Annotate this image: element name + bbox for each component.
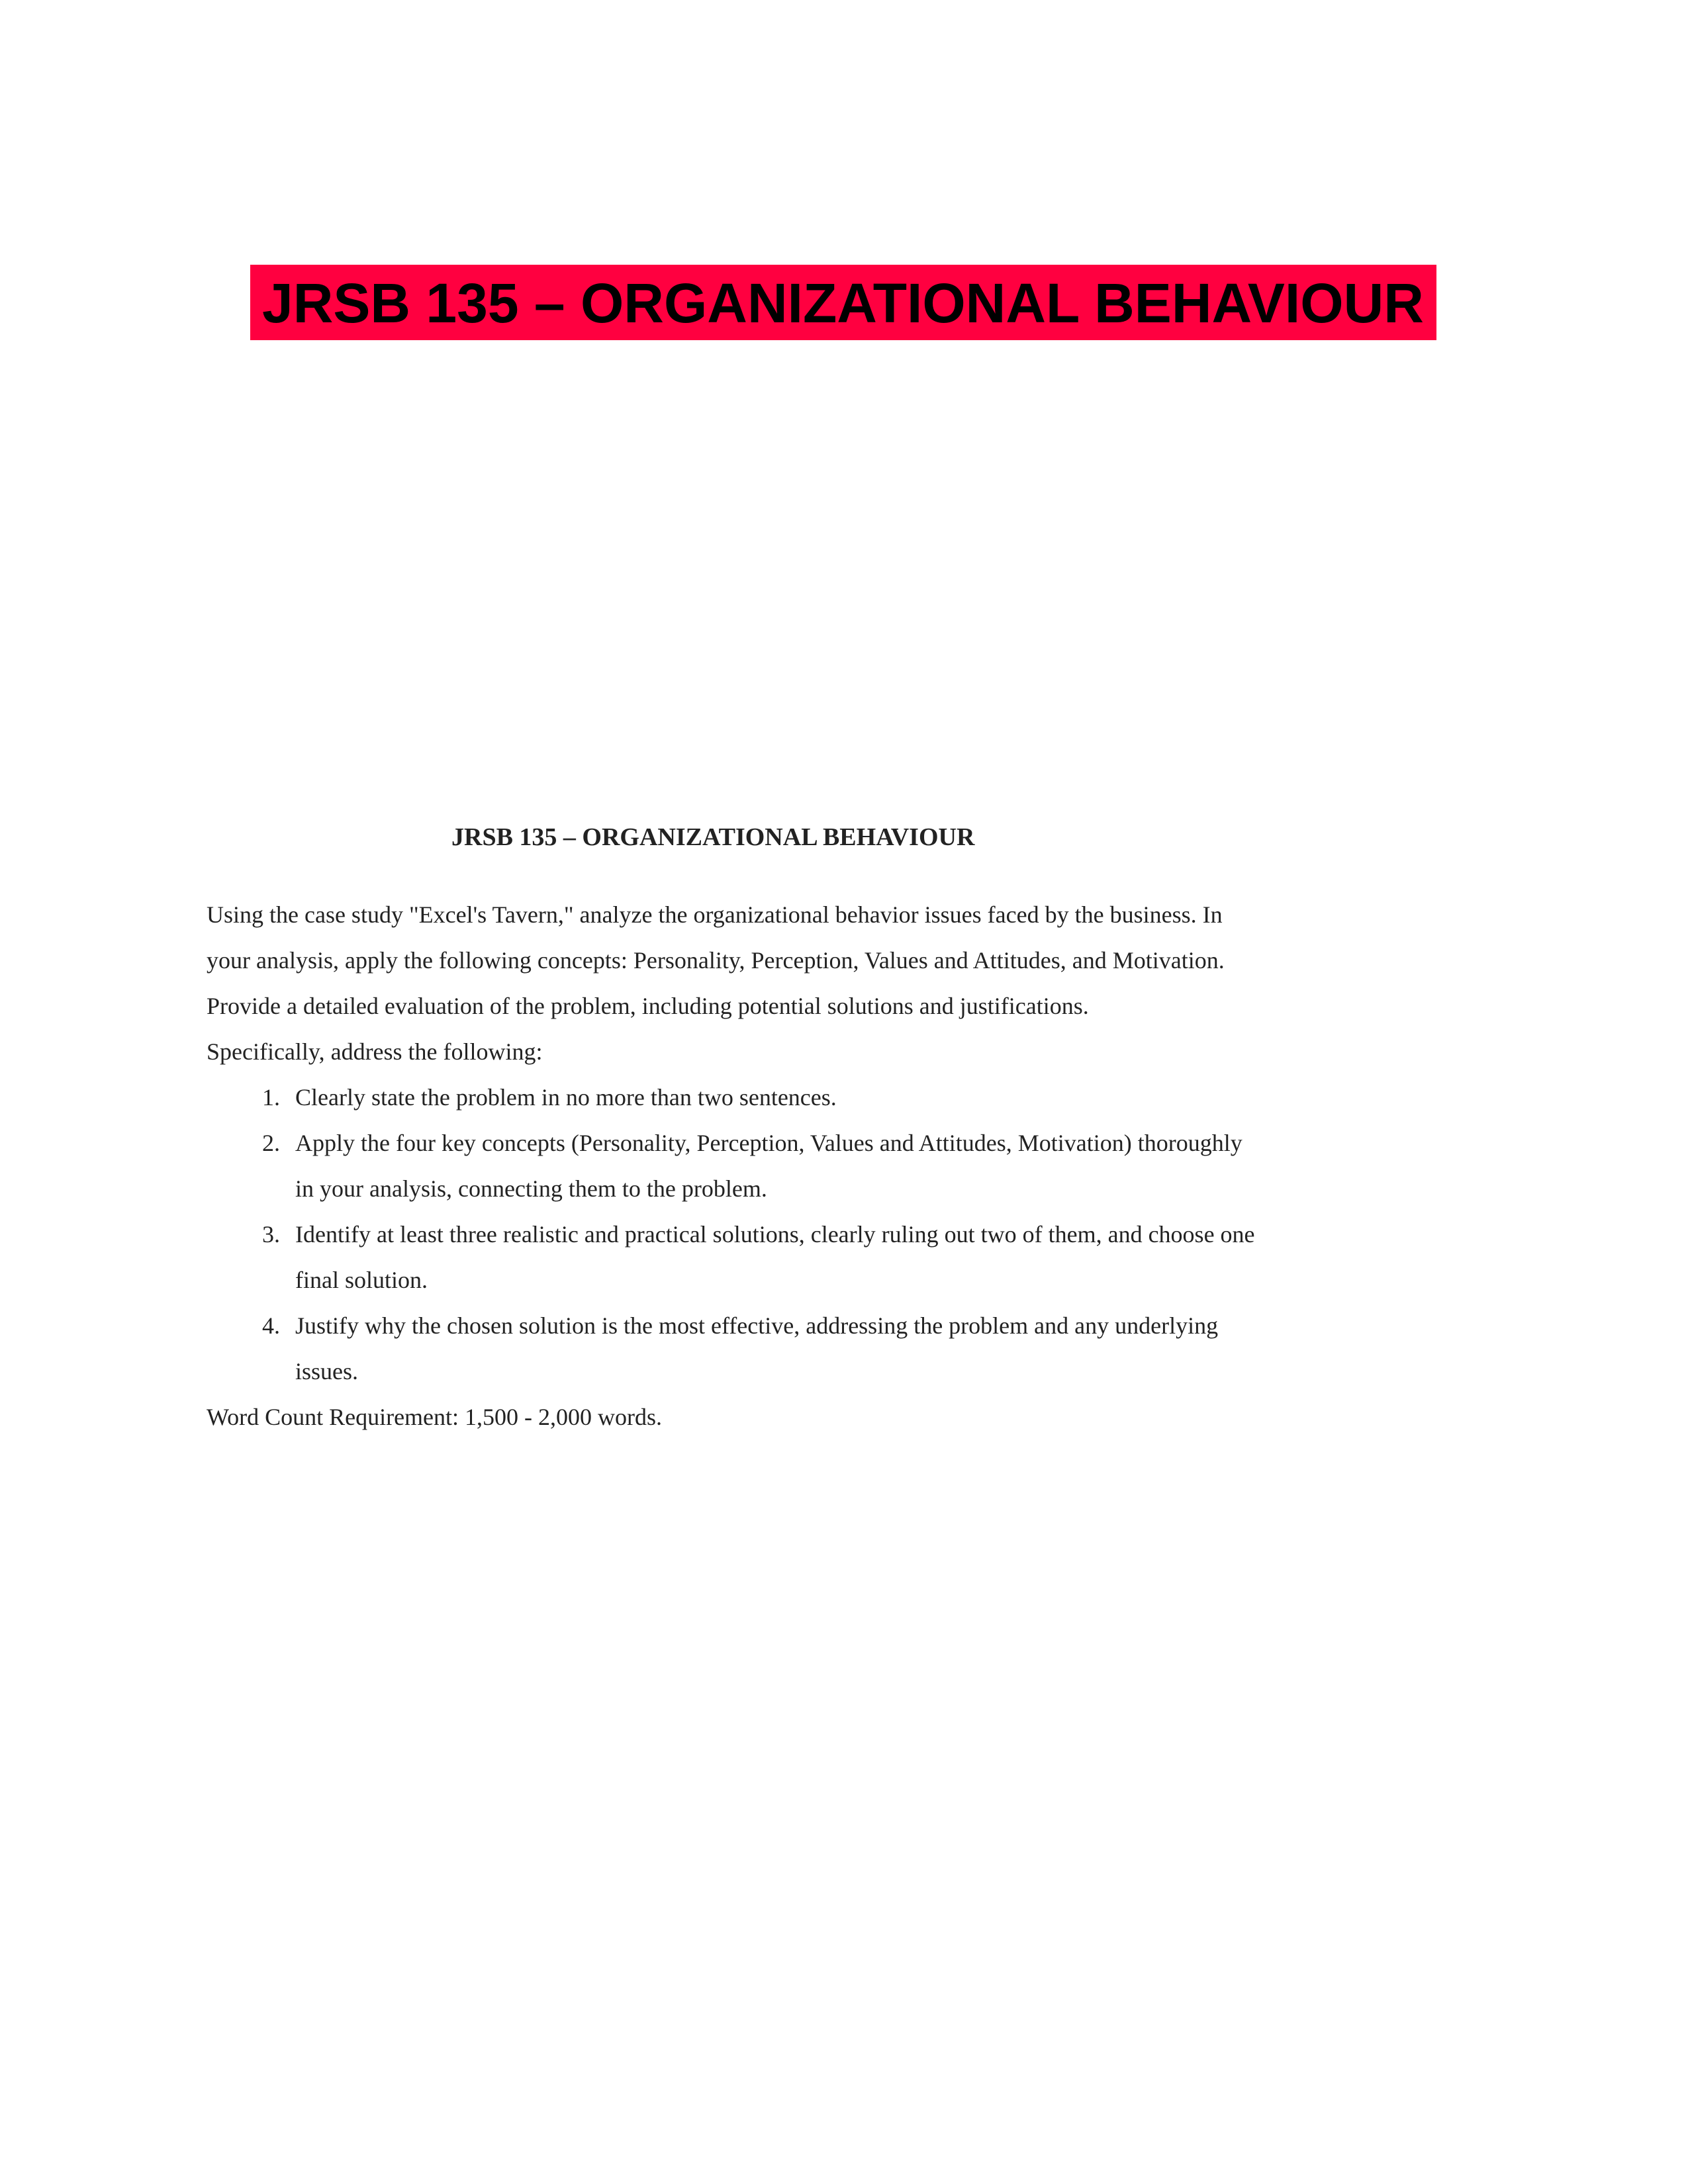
- banner-title: JRSB 135 – ORGANIZATIONAL BEHAVIOUR: [262, 272, 1424, 334]
- word-count-requirement: Word Count Requirement: 1,500 - 2,000 words.: [207, 1404, 663, 1430]
- list-item: 3. Identify at least three realistic and practical solutions, clearly ruling out two of them, and choose one final solution.: [286, 1212, 1266, 1303]
- list-item: 1. Clearly state the problem in no more than two sentences.: [286, 1075, 1266, 1120]
- title-banner: [250, 265, 1436, 340]
- lead-in-text: Specifically, address the following:: [207, 1038, 543, 1065]
- instruction-paragraph: Provide a detailed evaluation of the problem, including potential solutions and justifications.: [207, 993, 1089, 1019]
- document-title: JRSB 135 – ORGANIZATIONAL BEHAVIOUR: [451, 823, 975, 851]
- document-body: [207, 892, 1266, 1440]
- intro-paragraph: Using the case study "Excel's Tavern," analyze the organizational behavior issues faced by the business. In your analysis, apply the following concepts: Personality, Perception, Values and Attitudes, and Motivation.: [207, 901, 1225, 974]
- requirements-list: [207, 1075, 1266, 1394]
- list-item: 4. Justify why the chosen solution is the most effective, addressing the problem and any underlying issues.: [286, 1303, 1266, 1394]
- list-item: 2. Apply the four key concepts (Personality, Perception, Values and Attitudes, Motivation) thoroughly in your analysis, connecting them to the problem.: [286, 1120, 1266, 1212]
- assignment-document: [207, 814, 1266, 1440]
